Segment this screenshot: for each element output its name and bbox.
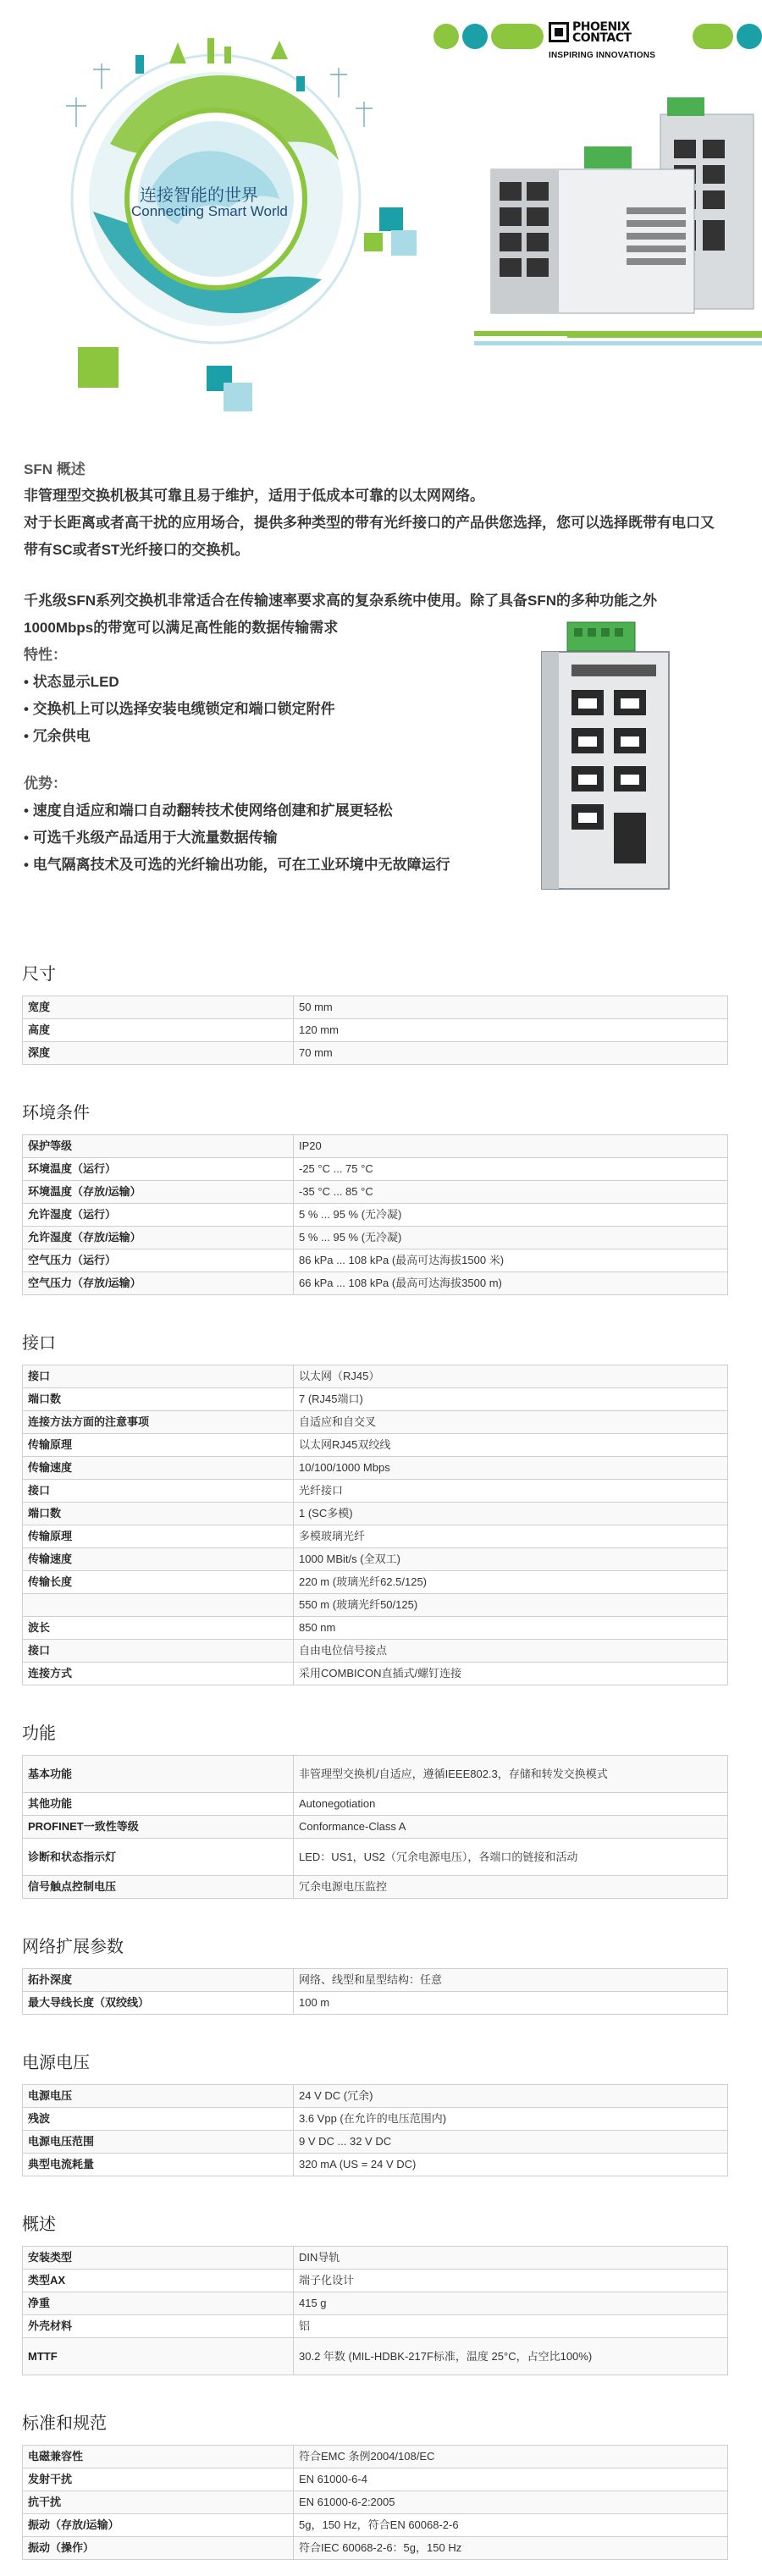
- table-row: 电磁兼容性 符合EMC 条例2004/108/EC: [23, 2446, 728, 2468]
- section-interface: [0, 1332, 762, 1685]
- deco-square: [224, 383, 252, 411]
- deco-pill: [693, 24, 733, 49]
- feature-item: • 冗余供电: [24, 723, 738, 750]
- section-title: 概述: [22, 2215, 56, 2234]
- feature-item: • 状态显示LED: [24, 669, 738, 696]
- switch-product-image: [525, 618, 686, 897]
- table-row: MTTF 30.2 年数 (MIL-HDBK-217F标准，温度 25°C，占空比100%): [23, 2338, 728, 2375]
- deco-square: [379, 207, 403, 231]
- logo-line-1: PHOENIX: [572, 20, 630, 34]
- section-title: 电源电压: [22, 2054, 90, 2072]
- table-row: 接口 自由电位信号接点: [23, 1640, 728, 1663]
- table-row: 诊断和状态指示灯 LED：US1，US2（冗余电源电压），各端口的链接和活动: [23, 1839, 728, 1876]
- section-title: 接口: [22, 1334, 56, 1353]
- section-function: [0, 1723, 762, 1899]
- table-row: 深度 70 mm: [23, 1042, 728, 1065]
- section-title: 功能: [22, 1724, 56, 1743]
- section-title: 尺寸: [22, 965, 56, 984]
- table-row: 净重 415 g: [23, 2292, 728, 2315]
- switch-products-image: [474, 80, 762, 368]
- deco-pill: [491, 24, 544, 49]
- table-row: 允许湿度（运行） 5 % ... 95 % (无冷凝): [23, 1204, 728, 1227]
- section-standards: [0, 2413, 762, 2560]
- globe-title-cn: 连接智能的世界: [140, 186, 258, 205]
- table-row: 保护等级 IP20: [23, 1135, 728, 1158]
- product-overview: [0, 432, 762, 972]
- table-row: 端口数 1 (SC多模): [23, 1503, 728, 1525]
- advantage-item: • 可选千兆级产品适用于大流量数据传输: [24, 825, 738, 852]
- advantages-title: 优势：: [24, 775, 67, 792]
- overview-desc-3: 带有SC或者ST光纤接口的交换机。: [24, 542, 250, 558]
- section-title: 网络扩展参数: [22, 1938, 124, 1956]
- table-row: 接口 以太网（RJ45）: [23, 1365, 728, 1388]
- table-row: 连接方法方面的注意事项 自适应和自交叉: [23, 1411, 728, 1434]
- table-row: 基本功能 非管理型交换机/自适应，遵循IEEE802.3，存储和转发交换模式: [23, 1756, 728, 1793]
- section-environment: [0, 1102, 762, 1295]
- section-power: [0, 2052, 762, 2176]
- table-row: 空气压力（存放/运输） 66 kPa ... 108 kPa (最高可达海拔3500 m): [23, 1272, 728, 1295]
- advantage-item: • 速度自适应和端口自动翻转技术使网络创建和扩展更轻松: [24, 797, 738, 825]
- table-row: 类型AX 端子化设计: [23, 2270, 728, 2292]
- table-row: 电源电压 24 V DC (冗余): [23, 2085, 728, 2108]
- deco-square: [391, 230, 417, 256]
- logo-mark-icon: [549, 22, 569, 42]
- table-row: 环境温度（存放/运输） -35 °C ... 85 °C: [23, 1181, 728, 1204]
- table-row: 端口数 7 (RJ45端口): [23, 1388, 728, 1411]
- table-row: 拓扑深度 网络、线型和星型结构：任意: [23, 1969, 728, 1992]
- deco-square: [78, 347, 119, 388]
- overview-desc-2: 对于长距离或者高干扰的应用场合，提供多种类型的带有光纤接口的产品供您选择，您可以选择既带有电口又: [24, 515, 715, 531]
- deco-square: [364, 233, 383, 251]
- table-row: 残波 3.6 Vpp (在允许的电压范围内): [23, 2108, 728, 2131]
- section-title: 环境条件: [22, 1104, 90, 1123]
- table-row: 振动（操作） 符合IEC 60068-2-6：5g，150 Hz: [23, 2537, 728, 2560]
- deco-dot: [462, 24, 488, 49]
- logo-line-2: CONTACT: [572, 31, 632, 45]
- table-row: 最大导线长度（双绞线） 100 m: [23, 1992, 728, 2015]
- table-row: 发射干扰 EN 61000-6-4: [23, 2468, 728, 2491]
- feature-item: • 交换机上可以选择安装电缆锁定和端口锁定附件: [24, 696, 738, 723]
- table-row: 其他功能 Autonegotiation: [23, 1793, 728, 1816]
- table-row: 典型电流耗量 320 mA (US = 24 V DC): [23, 2154, 728, 2176]
- table-row: 550 m (玻璃光纤50/125): [23, 1594, 728, 1617]
- spec-table-standards: [22, 2445, 728, 2560]
- table-row: 高度 120 mm: [23, 1019, 728, 1042]
- spec-table-power: [22, 2084, 728, 2176]
- table-row: 宽度 50 mm: [23, 996, 728, 1019]
- table-row: 振动（存放/运输） 5g，150 Hz，符合EN 60068-2-6: [23, 2514, 728, 2537]
- table-row: 传输长度 220 m (玻璃光纤62.5/125): [23, 1571, 728, 1594]
- spec-table-function: [22, 1755, 728, 1899]
- overview-title: SFN 概述: [24, 461, 86, 477]
- features-title: 特性：: [24, 647, 67, 663]
- deco-dot: [737, 24, 762, 49]
- overview-desc-4: 千兆级SFN系列交换机非常适合在传输速率要求高的复杂系统中使用。除了具备SFN的多种功能之外: [24, 593, 657, 609]
- spec-table-dimensions: [22, 996, 728, 1065]
- logo-tagline: INSPIRING INNOVATIONS: [549, 51, 656, 60]
- table-row: 信号触点控制电压 冗余电源电压监控: [23, 1876, 728, 1899]
- overview-desc-5: 1000Mbps的带宽可以满足高性能的数据传输需求: [24, 620, 339, 636]
- table-row: 外壳材料 铝: [23, 2315, 728, 2338]
- overview-desc-1: 非管理型交换机极其可靠且易于维护，适用于低成本可靠的以太网网络。: [24, 488, 484, 504]
- advantage-item: • 电气隔离技术及可选的光纤输出功能，可在工业环境中无故障运行: [24, 852, 738, 879]
- table-row: 传输原理 多模玻璃光纤: [23, 1525, 728, 1548]
- table-row: 安装类型 DIN导轨: [23, 2247, 728, 2270]
- section-general: [0, 2214, 762, 2375]
- table-row: 抗干扰 EN 61000-6-2:2005: [23, 2491, 728, 2514]
- table-row: PROFINET一致性等级 Conformance-Class A: [23, 1816, 728, 1839]
- table-row: 电源电压范围 9 V DC ... 32 V DC: [23, 2131, 728, 2154]
- spec-table-network: [22, 1968, 728, 2015]
- spec-table-general: [22, 2246, 728, 2375]
- phoenix-contact-logo: [549, 22, 676, 66]
- section-title: 标准和规范: [22, 2414, 107, 2433]
- table-row: 传输速度 10/100/1000 Mbps: [23, 1457, 728, 1480]
- table-row: 波长 850 nm: [23, 1617, 728, 1640]
- hero-banner: [0, 0, 762, 432]
- table-row: 允许湿度（存放/运输） 5 % ... 95 % (无冷凝): [23, 1227, 728, 1249]
- table-row: 传输原理 以太网RJ45双绞线: [23, 1434, 728, 1457]
- spec-table-environment: [22, 1134, 728, 1295]
- table-row: 接口 光纤接口: [23, 1480, 728, 1503]
- table-row: 连接方式 采用COMBICON直插式/螺钉连接: [23, 1663, 728, 1685]
- spec-table-interface: [22, 1365, 728, 1685]
- section-network: [0, 1936, 762, 2015]
- table-row: 环境温度（运行） -25 °C ... 75 °C: [23, 1158, 728, 1181]
- table-row: 空气压力（运行） 86 kPa ... 108 kPa (最高可达海拔1500 米): [23, 1249, 728, 1272]
- section-dimensions: [0, 963, 762, 1065]
- table-row: 传输速度 1000 MBit/s (全双工): [23, 1548, 728, 1571]
- globe-title-en: Connecting Smart World: [131, 203, 288, 219]
- deco-dot: [433, 24, 459, 49]
